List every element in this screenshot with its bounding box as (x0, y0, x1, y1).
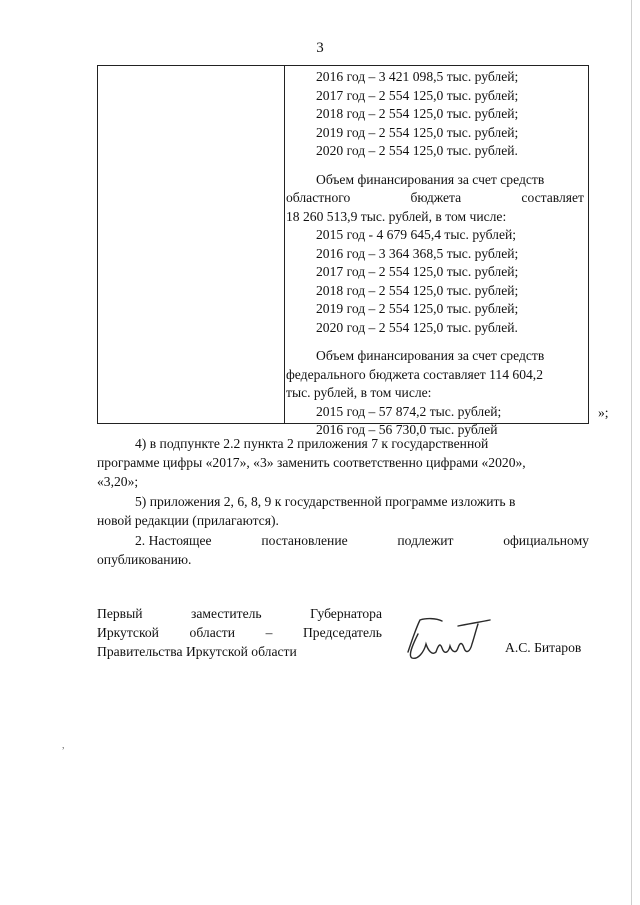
paragraph-line: опубликованию. (97, 552, 192, 567)
paragraph-line-justified (97, 531, 589, 550)
table-line: тыс. рублей, в том числе: (286, 385, 432, 400)
table-word: бюджета (410, 190, 462, 205)
paragraph-word: подлежит (397, 533, 454, 548)
table-line: 2015 год - 4 679 645,4 тыс. рублей; (316, 227, 517, 242)
signatory-word: заместитель (191, 606, 262, 621)
table-line-justified (286, 189, 584, 208)
table-line: 2016 год – 56 730,0 тыс. рублей (316, 422, 498, 437)
signatory-word: Первый (97, 606, 143, 621)
table-line: 18 260 513,9 тыс. рублей, в том числе: (286, 208, 507, 224)
table-line: 2018 год – 2 554 125,0 тыс. рублей; (316, 282, 519, 298)
table-line: 2017 год – 2 554 125,0 тыс. рублей; (316, 87, 519, 103)
paragraph-line: 5) приложения 2, 6, 8, 9 к государственной программе изложить в (135, 494, 516, 509)
paragraph-4 (97, 434, 589, 491)
table-word: областного (286, 190, 351, 205)
signatory-word: Председатель (302, 625, 382, 640)
paragraph-line: новой редакции (прилагаются). (97, 513, 279, 528)
table-right-cell (286, 68, 584, 440)
table-line: 2015 год – 57 874,2 тыс. рублей; (316, 403, 502, 419)
paragraph-word: постановление (261, 533, 348, 548)
table-line: 2016 год – 3 421 098,5 тыс. рублей; (316, 69, 519, 84)
paragraph-5 (97, 492, 589, 530)
paragraph-line: программе цифры «2017», «3» заменить соответственно цифрами «2020», (97, 455, 526, 470)
scan-mark: , (62, 740, 65, 751)
handwritten-signature (402, 612, 497, 664)
signatory-name: А.С. Битаров (505, 640, 582, 655)
table-line: 2020 год – 2 554 125,0 тыс. рублей. (316, 143, 518, 158)
closing-quote: »; (598, 405, 609, 420)
table-line: федерального бюджета составляет 114 604,2 (286, 366, 543, 382)
signatory-word: области (189, 625, 235, 640)
table-line: Объем финансирования за счет средств (316, 348, 545, 363)
table-line: 2018 год – 2 554 125,0 тыс. рублей; (316, 106, 519, 121)
signatory-line (97, 623, 382, 642)
paragraph-line: «3,20»; (97, 474, 139, 489)
financing-table (97, 65, 589, 437)
paragraph-word: официальному (503, 533, 589, 548)
table-line: 2020 год – 2 554 125,0 тыс. рублей. (316, 319, 518, 335)
signatory-line (97, 604, 382, 623)
table-line: 2019 год – 2 554 125,0 тыс. рублей; (316, 124, 519, 140)
scan-edge (631, 0, 632, 905)
page-number: 3 (316, 40, 324, 56)
table-line: 2016 год – 3 364 368,5 тыс. рублей; (316, 245, 519, 261)
paragraph-line: 4) в подпункте 2.2 пункта 2 приложения 7 к государственной (135, 436, 489, 451)
table-word: составляет (521, 190, 584, 205)
paragraph-word: 2. Настоящее (135, 533, 212, 548)
table-line: Объем финансирования за счет средств (316, 171, 545, 187)
signatory-word: Иркутской (97, 625, 159, 640)
table-line: 2017 год – 2 554 125,0 тыс. рублей; (316, 264, 519, 279)
table-line: 2019 год – 2 554 125,0 тыс. рублей; (316, 301, 519, 316)
signatory-word: – (265, 625, 273, 640)
signatory-title (97, 604, 382, 661)
signatory-word: Губернатора (310, 606, 382, 621)
paragraph-2 (97, 531, 589, 569)
table-column-divider (284, 66, 285, 423)
signatory-line: Правительства Иркутской области (97, 644, 297, 659)
